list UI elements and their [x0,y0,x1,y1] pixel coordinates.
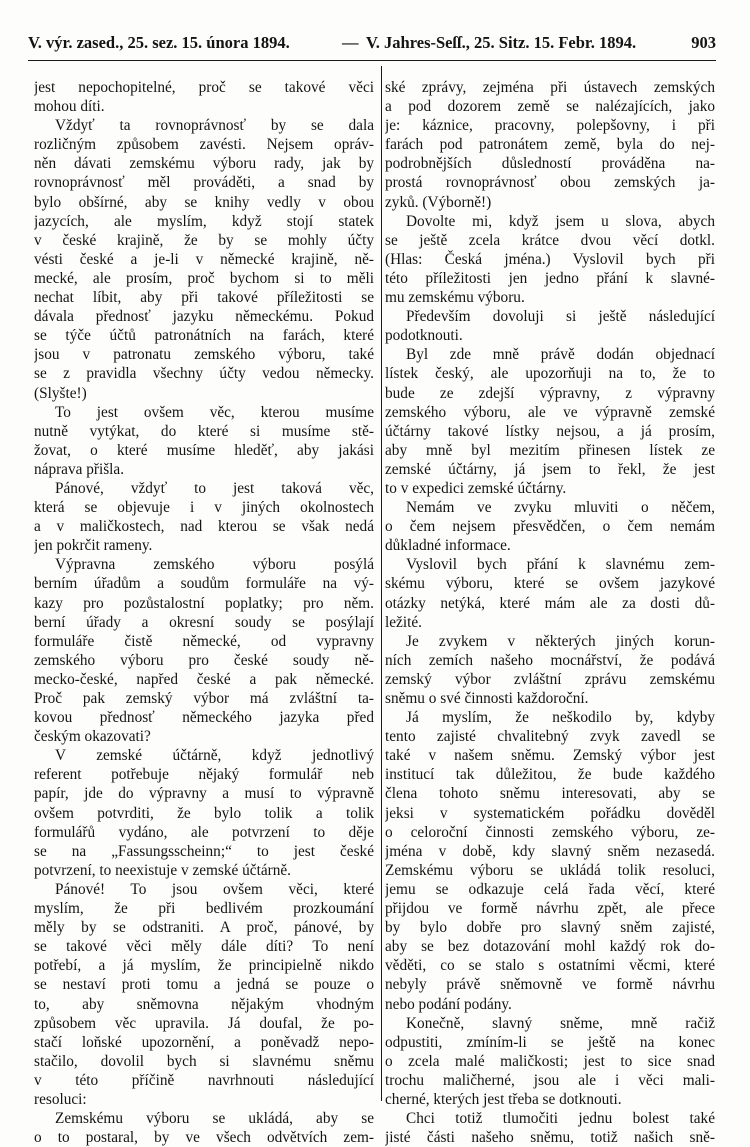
text-line: (Slyšte!) [34,384,87,402]
text-line: zemského výboru, ale ve výpravně zemské [385,403,715,421]
text-line: formulářů vydáno, ale potvrzení to děje [34,823,374,841]
text-line: cherné, kterých jest třeba se dotknouti. [385,1090,622,1108]
text-line: zemského výboru pro české soudy ně- [34,651,374,669]
text-line: a v maličkostech, nad kterou se však nedá [34,518,374,536]
text-line: ovšem potvrditi, že bylo tolik a tolik [34,804,374,822]
text-line: Proč pak zemský výbor má zvláštní ta- [34,690,374,707]
text-line: tento zajisté chvalitebný zvyk zavedl se [385,728,715,746]
text-line: měly by se odstraniti. A proč, pánové, by [34,919,374,937]
text-line: to, aby sněmovna nějakým vhodným [34,995,374,1013]
text-line: v této příčině navrhnouti následující [34,1071,374,1089]
text-line: zemský výbor zvláštní zprávu zemskému [385,670,715,688]
text-line: jména v době, kdy slavný sněm nezasedá. [385,842,715,860]
text-line: způsobem věc upravila. Já doufal, že po- [34,1014,374,1032]
header-rule [28,60,716,61]
text-line: referent potřebuje nějaký formulář neb [34,766,374,784]
right-column [385,78,715,1147]
text-line: mecké, ale prosím, proč bychom si to měli [34,269,374,287]
text-line: trochu maličherné, jsou ale i věci mali- [385,1071,715,1089]
text-line: lístek český, ale upozorňuji na to, že to [385,365,715,383]
text-line: To jest ovšem věc, kterou musíme [55,403,374,421]
text-line: náprava přišla. [34,460,125,478]
text-line: přijdou ve formě návrhu zpět, ale přece [385,900,715,918]
text-line: kazy pro pozůstalostní poplatky; pro něm. [34,594,374,612]
text-line: nechat líbit, aby při takové příležitosti se [34,289,374,307]
text-line: sněmu o své činnosti každoroční. [385,690,589,707]
text-line: formuláře čistě německé, od vypravny [34,632,374,650]
text-line: skému výboru, které se ovšem jazykové [385,575,715,593]
text-line: jest nepochopitelné, proč se takové věci [34,79,374,96]
text-line: se týče účtů patronátních na farách, které [34,327,374,345]
column-divider [381,66,382,1101]
text-line: to v expedici zemské účtárny. [385,479,567,497]
text-line: v české krajině, že by se mohly účty [34,231,374,249]
page-number: 903 [691,33,716,52]
text-line: se z pravidla všechny účty vedou německy. [34,365,374,383]
text-line: rozličným způsobem zavésti. Nejsem opráv- [34,136,374,154]
text-line: jazycích, ale myslím, když stojí statek [34,212,374,230]
text-line: o celoroční činnosti zemského výboru, ze- [385,823,715,841]
text-line: podotknouti. [385,327,463,345]
text-line: Byl zde mně právě dodán objednací [406,346,715,364]
text-line: mu zemskému výboru. [385,289,525,307]
text-line: prostá rovnoprávnosť obou zemských ja- [385,174,715,192]
text-line: zemské účtárny, já jsem to řekl, že jest [385,460,715,478]
text-line: bude ze zdejší výpravny, z výpravny [385,384,715,402]
text-line: Zemskému výboru se ukládá tolik resoluci, [385,861,715,879]
text-line: ležité. [385,613,422,631]
text-line: mohou díti. [34,98,105,116]
text-line: nutně vytýkat, do které si musíme stě- [34,422,374,440]
text-line: Vyslovil bych přání k slavnému zem- [406,556,715,574]
text-line: zyků. (Výborně!) [385,193,492,211]
text-line: rovnoprávnosť měl prováděti, a snad by [34,174,374,192]
text-line: také v našem sněmu. Zemský výbor jest [385,747,715,765]
text-line: se takové věci měly dále díti? To není [34,938,374,956]
text-line: o to postaral, by ve všech odvětvích zem- [34,1129,374,1147]
text-line: je: káznice, pracovny, polepšovny, i při [385,117,715,135]
text-line: Já myslím, že neškodilo by, kdyby [406,709,715,727]
text-line: se ještě zcela krátce dvou věcí dotkl. [385,231,715,249]
text-line: resoluci: [34,1090,87,1108]
text-line: (Hlas: Česká jména.) Vyslovil bych při [385,250,715,268]
text-line: jisté části našeho sněmu, totiž našich sně- [385,1129,715,1147]
text-line: ních zemích našeho mocnářství, že podává [385,651,715,669]
text-line: stačilo, dovolil bych si slavnému sněmu [34,1052,374,1070]
text-line: aby mně byl mezitím přinesen lístek ze [385,441,715,459]
text-line: o zcela malé maličkosti; jest to sice snad [385,1052,715,1070]
text-line: nebo podání podány. [385,995,512,1013]
text-line: kovou přednosť německého jazyka před [34,709,374,727]
text-line: vésti české a je-li v německé krajině, ně- [34,250,374,268]
text-line: Vždyť ta rovnoprávnosť by se dala [55,117,374,135]
text-line: myslím, že při bedlivém prozkoumání [34,900,374,918]
text-line: jeksi v systematickém pořádku dověděl [385,804,715,822]
text-line: stačí loňské upozornění, a poněvadž nepo- [34,1033,374,1051]
text-line: žovat, o které musíme hleděť, aby jakási [34,441,374,459]
text-line: která se objevuje i v jiných okolnostech [34,499,374,517]
text-line: Výpravna zemského výboru posýlá [55,556,374,574]
header-german-session: V. Jahres-Seſſ., 25. Sitz. 15. Febr. 1894. [366,33,637,52]
header-separator: — [342,33,359,52]
text-line: V zemské účtárně, když jednotlivý [55,747,374,765]
text-line: odpustiti, zmíním-li se ještě na konec [385,1033,715,1051]
text-line: farách pod patronátem země, byla do nej- [385,136,715,154]
page-header [28,30,716,56]
text-line: této příležitosti jen jedno přání k slavné- [385,269,715,287]
text-line: jsou v patronatu zemského výboru, také [34,346,374,364]
text-line: podrobnějších důsledností prováděna na- [385,155,715,173]
text-line: Zemskému výboru se ukládá, aby se [55,1110,374,1128]
text-line: Konečně, slavný sněme, mně račiž [406,1014,715,1032]
text-line: Pánové! To jsou ovšem věci, které [55,880,374,898]
text-line: českým okazovati? [34,728,151,746]
text-line: mecko-české, napřed české a pak německé. [34,670,374,688]
text-line: bylo obšírné, aby se knihy vedly v obou [34,193,374,211]
text-line: institucí tak důležitou, že bude každého [385,766,715,784]
text-line: důkladné informace. [385,537,511,555]
text-line: berním úřadům a soudům formuláře na vý- [34,575,374,593]
text-line: Je zvykem v některých jiných korun- [406,632,715,650]
text-line: účtárny takové lístky nejsou, a já prosím, [385,422,715,440]
text-line: se na „Fassungsscheinn;“ to jest české [34,842,374,860]
text-line: jemu se odkazuje celá řada věcí, které [385,880,715,898]
text-line: berní úřady a okresní soudy se posýlají [34,613,374,631]
text-line: člena tohoto sněmu interesovati, aby se [385,785,715,803]
text-line: věděti, co se stalo s ostatními věcmi, které [385,957,715,975]
text-line: o čem nejsem přesvědčen, o čem nemám [385,518,715,536]
text-line: aby se bez dotazování mohl každý rok do- [385,938,715,956]
text-line: a pod dozorem země se nalézajících, jako [385,98,715,116]
text-line: otázky netýká, které mám ale za dosti dů- [385,594,715,612]
text-line: papír, jde do výpravny a musí to výpravně [34,785,374,803]
header-czech-session: V. výr. zased., 25. sez. 15. února 1894. [28,33,290,52]
text-line: se nestaví proti tomu a jedná se pouze o [34,976,374,994]
text-line: potvrzení, to neexistuje v zemské účtárně. [34,861,291,879]
left-column [34,78,374,1147]
text-line: Nemám ve zvyku mluviti o něčem, [406,499,715,517]
text-line: Pánové, vždyť to jest taková věc, [55,479,374,497]
text-line: Dovolte mi, když jsem u slova, abych [406,212,715,230]
text-line: jen pokrčit rameny. [34,537,153,555]
text-line: něn dávati zemskému výboru rady, jak by [34,155,374,173]
text-line: ské zprávy, zejména při ústavech zemských [385,79,715,96]
text-line: Chci totiž tlumočiti jednu bolest také [406,1110,715,1128]
text-line: potřebí, a já myslím, že principielně nikdo [34,957,374,975]
text-line: Především dovoluji si ještě následující [406,308,715,326]
text-line: dávala přednosť jazyku německému. Pokud [34,308,374,326]
text-line: by bylo dobře pro slavný sněm zajisté, [385,919,715,937]
text-line: nebyly právě sněmovně ve formě návrhu [385,976,715,994]
